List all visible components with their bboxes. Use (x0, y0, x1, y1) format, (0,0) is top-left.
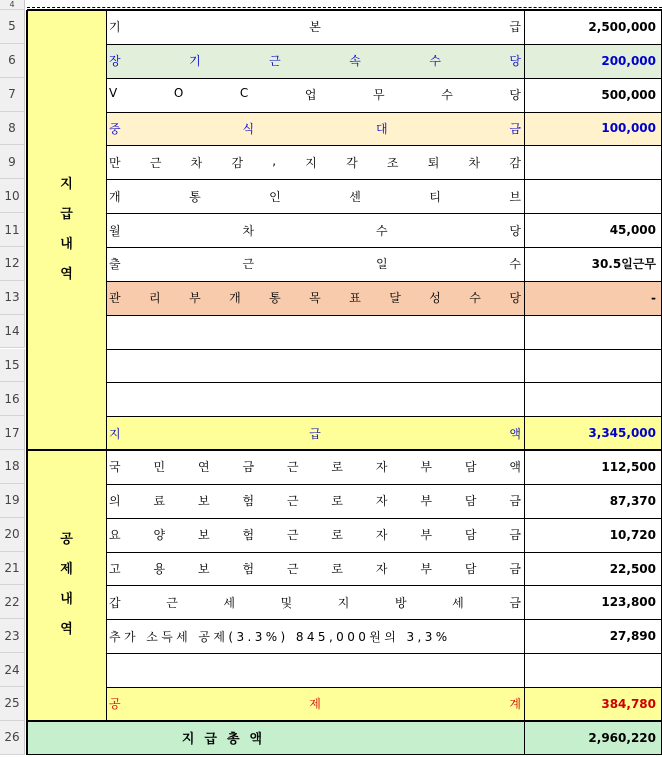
cell-value[interactable]: 500,000 (524, 78, 662, 112)
row-header[interactable]: 24 (0, 653, 25, 687)
cell-label[interactable] (106, 653, 524, 687)
grid-line-h (106, 281, 662, 282)
cell-label[interactable] (106, 687, 524, 721)
section-title-char: 내 (60, 592, 73, 608)
grid-line-h (106, 585, 662, 586)
cell-label[interactable] (106, 552, 524, 586)
cell-label[interactable] (106, 112, 524, 146)
cell-label[interactable] (106, 247, 524, 281)
cell-value[interactable]: 100,000 (524, 112, 662, 146)
section-title-char: 역 (60, 622, 73, 638)
section-title-char: 제 (60, 562, 73, 578)
grid-line-h (106, 619, 662, 620)
row-header[interactable]: 9 (0, 145, 25, 179)
cell-value[interactable] (524, 179, 662, 213)
cell-label[interactable] (106, 78, 524, 112)
cell-label-text: 갑 근 세 및 지 방 세 금 (109, 595, 521, 610)
section-pay-title (27, 10, 106, 450)
section-title-char: 내 (60, 237, 73, 253)
row-header[interactable]: 13 (0, 281, 25, 315)
cell-value[interactable]: 200,000 (524, 44, 662, 78)
cell-label[interactable] (106, 179, 524, 213)
grid-line-h (106, 484, 662, 485)
grid-line-h (27, 720, 662, 722)
cell-label-text: 국 민 연 금 근 로 자 부 담 액 (109, 460, 521, 475)
cell-label-text: 중 식 대 금 (109, 121, 521, 136)
row-header[interactable]: 15 (0, 349, 25, 383)
cell-label[interactable] (106, 145, 524, 179)
row-header[interactable]: 21 (0, 552, 25, 586)
cell-label[interactable] (106, 44, 524, 78)
row-header[interactable]: 18 (0, 450, 25, 484)
section-title-char: 공 (60, 532, 73, 548)
cell-value[interactable]: 123,800 (524, 585, 662, 619)
cell-value[interactable]: 45,000 (524, 213, 662, 247)
cell-label-text: 고 용 보 험 근 로 자 부 담 금 (109, 562, 521, 577)
cell-value[interactable]: 27,890 (524, 619, 662, 653)
row-header[interactable]: 22 (0, 585, 25, 619)
cell-label[interactable] (106, 484, 524, 518)
grid-line-h (106, 315, 662, 316)
cell-label-text: 의 료 보 험 근 로 자 부 담 금 (109, 494, 521, 509)
top-dashed-border (27, 7, 662, 8)
row-header[interactable]: 16 (0, 382, 25, 416)
cell-label[interactable] (106, 585, 524, 619)
total-value[interactable]: 2,960,220 (524, 721, 662, 755)
grid-line-h (106, 78, 662, 79)
row-header[interactable]: 12 (0, 247, 25, 281)
cell-label-text: 관 리 부 개 통 목 표 달 성 수 당 (109, 291, 521, 306)
row-header[interactable]: 7 (0, 78, 25, 112)
cell-value[interactable]: 2,500,000 (524, 10, 662, 44)
row-header[interactable]: 20 (0, 518, 25, 552)
cell-value[interactable] (524, 382, 662, 416)
grid-line-h (106, 179, 662, 180)
cell-label[interactable] (106, 382, 524, 416)
row-header[interactable]: 11 (0, 213, 25, 247)
cell-label-text: 요 양 보 험 근 로 자 부 담 금 (109, 528, 521, 543)
cell-label-text: 만 근 차 감 , 지 각 조 퇴 차 감 (109, 153, 521, 170)
section-title-char: 역 (60, 267, 73, 283)
cell-label[interactable] (106, 10, 524, 44)
grid-line-h (27, 754, 662, 755)
cell-value[interactable] (524, 653, 662, 687)
grid-line-h (106, 687, 662, 688)
cell-value[interactable]: 112,500 (524, 450, 662, 484)
grid-line-v (524, 10, 525, 755)
row-header[interactable]: 14 (0, 315, 25, 349)
cell-label-text: 지 급 액 (109, 426, 521, 441)
grid-line-h (106, 382, 662, 383)
row-header[interactable]: 26 (0, 721, 25, 755)
row-header[interactable]: 17 (0, 416, 25, 450)
cell-value[interactable] (524, 315, 662, 349)
row-header[interactable]: 4 (0, 0, 25, 10)
grid-line-h (27, 9, 662, 11)
grid-line-h (106, 653, 662, 654)
grid-line-h (106, 247, 662, 248)
cell-label-text: V O C 업 무 수 당 (109, 86, 521, 103)
row-header[interactable]: 25 (0, 687, 25, 721)
cell-label[interactable] (106, 213, 524, 247)
cell-label-text: 출 근 일 수 (109, 257, 521, 272)
grid-line-h (106, 416, 662, 417)
cell-value[interactable]: 3,345,000 (524, 416, 662, 450)
cell-label-text: 추가 소득세 공제(3.3%) 845,000원의 3,3% (109, 629, 451, 644)
cell-label-text: 월 차 수 당 (109, 223, 521, 238)
cell-value[interactable]: 384,780 (524, 687, 662, 721)
row-header[interactable]: 19 (0, 484, 25, 518)
row-header[interactable]: 23 (0, 619, 25, 653)
row-header[interactable]: 6 (0, 44, 25, 78)
section-title-char: 급 (60, 207, 73, 223)
section-title-char: 지 (60, 177, 73, 193)
grid-line-v (26, 10, 28, 755)
cell-label[interactable] (106, 416, 524, 450)
cell-label[interactable] (106, 281, 524, 315)
grid-line-h (27, 449, 662, 451)
cell-value[interactable]: 22,500 (524, 552, 662, 586)
cell-value[interactable] (524, 145, 662, 179)
cell-label[interactable] (106, 349, 524, 383)
cell-label-text: 공 제 계 (109, 697, 521, 712)
cell-label[interactable] (106, 518, 524, 552)
cell-label[interactable] (106, 450, 524, 484)
row-header[interactable]: 8 (0, 112, 25, 146)
grid-line-h (106, 518, 662, 519)
section-deduction-title (27, 450, 106, 721)
row-header[interactable]: 5 (0, 10, 25, 44)
grid-line-h (106, 349, 662, 350)
cell-value[interactable]: 87,370 (524, 484, 662, 518)
grid-line-h (106, 44, 662, 45)
cell-label-text: 개 통 인 센 티 브 (109, 189, 521, 204)
grid-line-h (106, 112, 662, 113)
total-label[interactable]: 지급총액 (27, 721, 524, 755)
grid-line-h (106, 145, 662, 146)
grid-line-h (106, 213, 662, 214)
cell-value[interactable]: 30.5일근무 (524, 247, 662, 281)
grid-line-h (106, 552, 662, 553)
cell-label[interactable] (106, 315, 524, 349)
cell-value[interactable]: - (524, 281, 662, 315)
grid-line-v (106, 10, 107, 721)
cell-label-text: 장 기 근 속 수 당 (109, 54, 521, 69)
cell-label[interactable] (106, 619, 524, 653)
row-header[interactable]: 10 (0, 179, 25, 213)
cell-value[interactable] (524, 349, 662, 383)
cell-label-text: 기 본 급 (109, 20, 521, 35)
cell-value[interactable]: 10,720 (524, 518, 662, 552)
